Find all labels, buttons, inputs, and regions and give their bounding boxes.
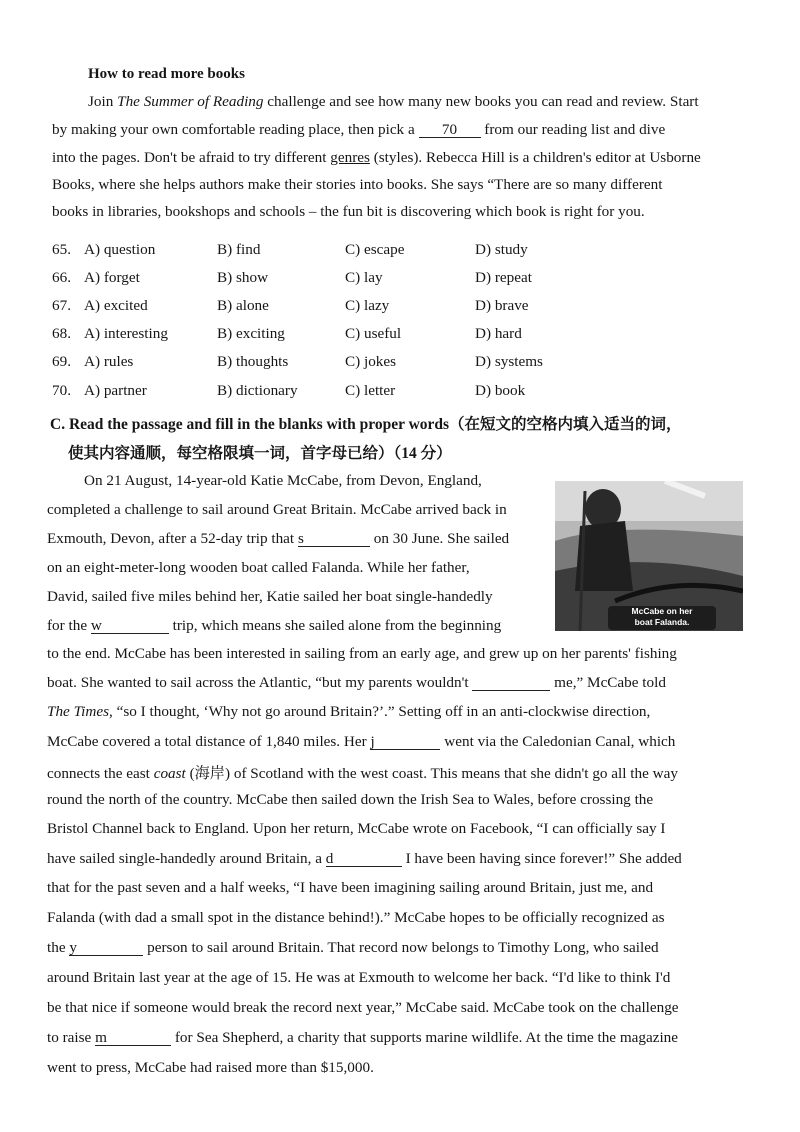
passage-line: to the end. McCabe has been interested in sailing from an early age, and grew up on her parents' fishing bbox=[47, 645, 677, 662]
passage-line: have sailed single-handedly around Britain, a d I have been having since forever!” She added bbox=[47, 850, 682, 867]
blank-empty bbox=[472, 675, 550, 691]
passage-line: David, sailed five miles behind her, Katie sailed her boat single-handedly bbox=[47, 588, 493, 605]
blank-w: w bbox=[91, 618, 169, 634]
passage-line: completed a challenge to sail around Great Britain. McCabe arrived back in bbox=[47, 501, 507, 518]
section-title: How to read more books bbox=[88, 66, 245, 82]
para1-line5: books in libraries, bookshops and schools – the fun bit is discovering which book is right for you. bbox=[52, 203, 645, 220]
passage-line: went to press, McCabe had raised more than $15,000. bbox=[47, 1059, 374, 1076]
para1-line3: into the pages. Don't be afraid to try different genres (styles). Rebecca Hill is a children's editor at Usborne bbox=[52, 149, 701, 166]
blank-70: 70 bbox=[419, 122, 481, 138]
blank-d: d bbox=[326, 851, 402, 867]
section-c-subheading: 使其内容通顺，每空格限填一词，首字母已给）（14 分） bbox=[68, 445, 452, 462]
passage-line: on an eight-meter-long wooden boat called Falanda. While her father, bbox=[47, 559, 470, 576]
passage-line: to raise m for Sea Shepherd, a charity that supports marine wildlife. At the time the magazine bbox=[47, 1029, 679, 1046]
photo-caption: McCabe on her boat Falanda. bbox=[608, 606, 716, 630]
passage-line: McCabe covered a total distance of 1,840 miles. Her j went via the Caledonian Canal, which bbox=[47, 733, 676, 750]
passage-line: that for the past seven and a half weeks, “I have been imagining sailing around Britain, just me, and bbox=[47, 879, 654, 896]
passage-line: the y person to sail around Britain. That record now belongs to Timothy Long, who sailed bbox=[47, 939, 659, 956]
para1-line1: Join The Summer of Reading challenge and see how many new books you can read and review. Start bbox=[88, 93, 699, 110]
passage-line: Exmouth, Devon, after a 52-day trip that s on 30 June. She sailed bbox=[47, 530, 510, 547]
blank-y: y bbox=[69, 940, 143, 956]
passage-line: Falanda (with dad a small spot in the distance behind!).” McCabe hopes to be officially recognized as bbox=[47, 909, 665, 926]
passage-line: around Britain last year at the age of 15. He was at Exmouth to welcome her back. “I'd like to think I'd bbox=[47, 969, 671, 986]
blank-m: m bbox=[95, 1030, 171, 1046]
blank-s: s bbox=[298, 531, 370, 547]
passage-line: On 21 August, 14-year-old Katie McCabe, from Devon, England, bbox=[84, 472, 482, 489]
passage-line: Bristol Channel back to England. Upon her return, McCabe wrote on Facebook, “I can officially say I bbox=[47, 820, 666, 837]
para1-line2: by making your own comfortable reading place, then pick a 70 from our reading list and dive bbox=[52, 121, 666, 138]
document-page: How to read more books Join The Summer of Reading challenge and see how many new books you can read and review. Start by making your own comfortable reading place, then pick a 70 from our reading list and dive into the pages. Don't be afraid to try different genres (styles). Rebecca Hill is a children's editor at Usborne Books, where she helps authors make their stories into books. She says “There are so many different books in libraries, bookshops and schools – the fun bit is discovering which book is right for you. 65. A) question B) find C) escape D) study 66. A) forget B) show C) lay D) repeat 67. A) excited B) alone C) lazy D) brave 68. A) interesting B) exciting C) useful D) hard 69. A) rules B) thoughts C) jokes D) systems 70. A) partner B) dictionary C) letter D) book C. Read the passage and fill in the blanks with proper words（在短文的空格内填入适当的词， 使其内容通顺，每空格限填一词，首字母已给）（14 分） McCabe on her boat Falanda. On 21 August, 14-year-old Katie McCabe, from Devon, England, completed a challenge to sail around Great Britain. McCabe arrived back in Exmouth, Devon, after a 52-day trip that s on 30 June. She sailed on an eight-meter-long wooden boat called Falanda. While her father, David, sailed five miles behind her, Katie sailed her boat single-handedly for the w trip, which means she sailed alone from the beginning to the end. McCabe has been interested in sailing from an early age, and grew up on her parents' fishing boat. She wanted to sail across the Atlantic, “but my parents wouldn't me,” McCabe told The Times, “so I thought, ‘Why not go around Britain?’.” Setting off in an anti-clockwise direction, McCabe covered a total distance of 1,840 miles. Her j went via the Caledonian Canal, which connects the east coast (海岸) of Scotland with the west coast. This means that she didn't go all the way round the north of the country. McCabe then sailed down the Irish Sea to Wales, before crossing the Bristol Channel back to England. Upon her return, McCabe wrote on Facebook, “I can officially say I have sailed single-handedly around Britain, a d I have been having since forever!” She added that for the past seven and a half weeks, “I have been imagining sailing around Britain, just me, and Falanda (with dad a small spot in the distance behind!).” McCabe hopes to be officially recognized as the y person to sail around Britain. That record now belongs to Timothy Long, who sailed around Britain last year at the age of 15. He was at Exmouth to welcome her back. “I'd like to think I'd be that nice if someone would break the record next year,” McCabe said. McCabe took on the challenge to raise m for Sea Shepherd, a charity that supports marine wildlife. At the time the magazine went to press, McCabe had raised more than $15,000. bbox=[0, 0, 800, 1132]
passage-line: for the w trip, which means she sailed alone from the beginning bbox=[47, 617, 502, 634]
section-c-heading: C. Read the passage and fill in the blanks with proper words（在短文的空格内填入适当的词， bbox=[50, 416, 682, 433]
para1-line4: Books, where she helps authors make their stories into books. She says “There are so many different bbox=[52, 176, 663, 193]
blank-j: j bbox=[370, 734, 440, 750]
passage-line: connects the east coast (海岸) of Scotland with the west coast. This means that she didn't go all the way bbox=[47, 765, 678, 782]
passage-line: The Times, “so I thought, ‘Why not go around Britain?’.” Setting off in an anti-clockwise direction, bbox=[47, 703, 651, 720]
book-title: The Summer of Reading bbox=[117, 93, 264, 110]
passage-line: be that nice if someone would break the record next year,” McCabe said. McCabe took on the challenge bbox=[47, 999, 679, 1016]
passage-line: boat. She wanted to sail across the Atlantic, “but my parents wouldn't me,” McCabe told bbox=[47, 674, 666, 691]
passage-line: round the north of the country. McCabe then sailed down the Irish Sea to Wales, before crossing the bbox=[47, 791, 654, 808]
